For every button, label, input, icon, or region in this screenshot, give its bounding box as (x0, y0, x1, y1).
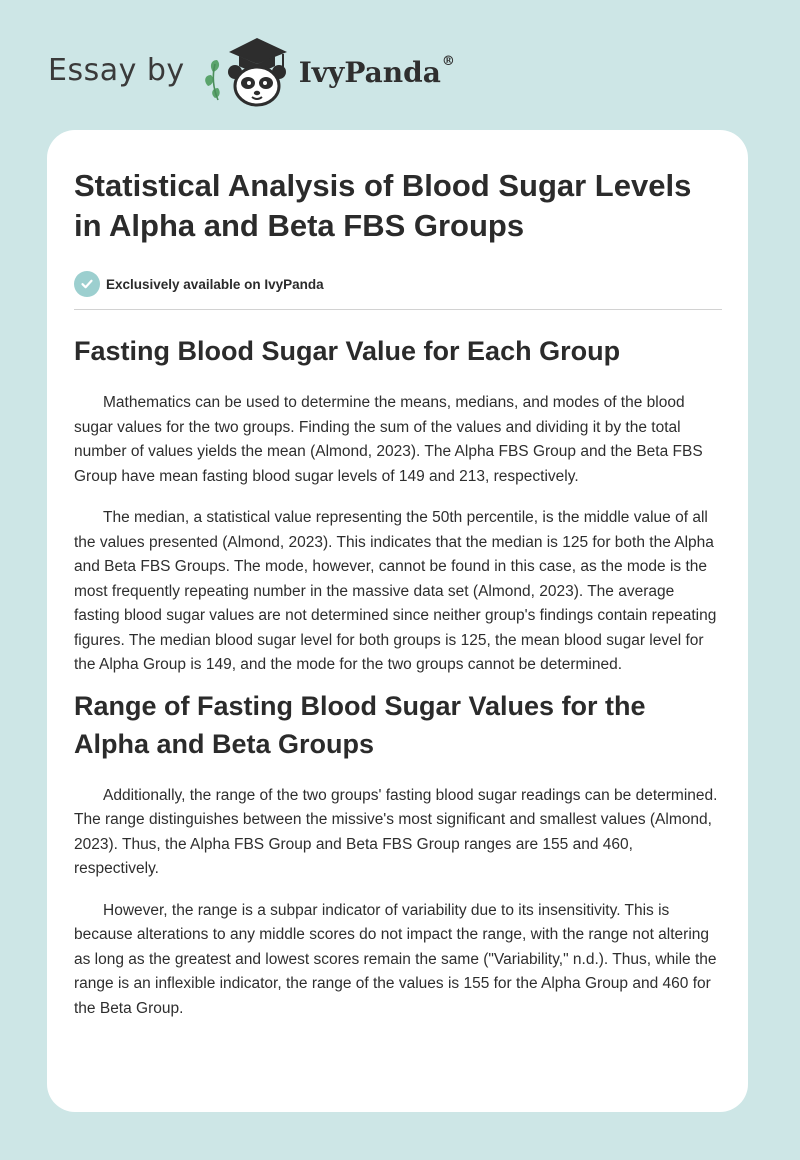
paragraph: Mathematics can be used to determine the means, medians, and modes of the blood sugar values for the two groups. Finding the sum of the values and dividing it by the total number of values yields the mean (Almond, 2023). The Alpha FBS Group and the Beta FBS Group have mean fasting blood sugar levels of 149 and 213, respectively. (74, 394, 703, 485)
section-heading: Fasting Blood Sugar Value for Each Group (74, 336, 621, 366)
section-heading: Range of Fasting Blood Sugar Values for the Alpha and Beta Groups (74, 690, 646, 759)
exclusive-badge (74, 270, 722, 298)
article-card (47, 130, 748, 1112)
brand-name[interactable]: IvyPanda® (298, 54, 455, 89)
check-badge (74, 271, 100, 297)
article-title: Statistical Analysis of Blood Sugar Levels in Alpha and Beta FBS Groups (74, 168, 692, 243)
ivy-leaf-icon (205, 60, 220, 100)
paragraph: Additionally, the range of the two groups' fasting blood sugar readings can be determined. The range distinguishes between the missive's most significant and smallest values (Almond, 2023). Thus, the Alpha FBS Group and Beta FBS Group ranges are 155 and 460, respectively. (74, 786, 718, 877)
title-divider (74, 309, 722, 310)
panda-graduation-cap-icon[interactable] (199, 30, 295, 110)
essay-by-label: Essay by (48, 52, 185, 88)
registered-mark: ® (441, 54, 455, 70)
paragraph: The median, a statistical value representing the 50th percentile, is the middle value of all the values presented (Almond, 2023). This indicates that the median is 125 for both the Alpha and Beta FBS Groups. The mode, however, cannot be found in this case, as the mode is the most frequently repeating number in the massive data set (Almond, 2023). The average fasting blood sugar values are not determined since neither group's findings contain repeating figures. The median blood sugar level for both groups is 125, the mean blood sugar level for the Alpha Group is 149, and the mode for the two groups cannot be determined. (74, 509, 717, 673)
article-content (74, 166, 722, 1021)
check-icon (80, 277, 94, 291)
paragraph: However, the range is a subpar indicator of variability due to its insensitivity. This is because alterations to any middle scores do not impact the range, with the range not altering as long as the greatest and lowest scores remain the same ("Variability," n.d.). Thus, while the range is an inflexible indicator, the range of the values is 155 for the Alpha Group and 460 for the Beta Group. (74, 901, 717, 1017)
exclusive-label: Exclusively available on IvyPanda (106, 276, 324, 292)
site-header (48, 30, 455, 110)
